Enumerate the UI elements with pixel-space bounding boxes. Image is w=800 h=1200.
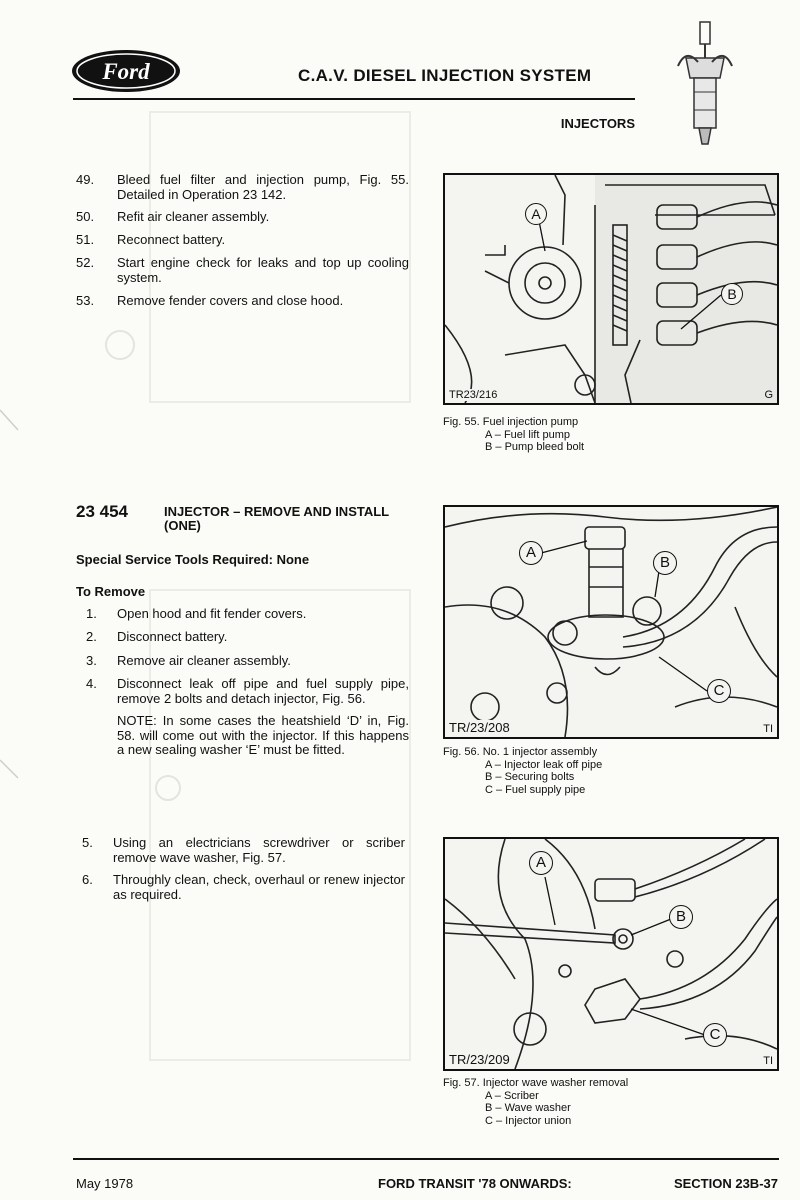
caption-item: C – Injector union <box>485 1114 572 1127</box>
note-text: NOTE: In some cases the heatshield ‘D’ in, Fig. 58. will come out with the injector. If this happens a new sealing washer ‘E’ must be fitted. <box>117 713 409 757</box>
injector-icon <box>672 18 738 150</box>
step-text: Throughly clean, check, overhaul or renew injector as required. <box>113 872 405 902</box>
figure-55-illustration <box>443 173 779 405</box>
figure-code: TR/23/208 <box>449 720 510 735</box>
figure-code: TR/23/209 <box>449 1052 510 1067</box>
step-number: 4. <box>86 676 97 691</box>
figure-mark: TI <box>763 723 773 735</box>
caption-item: C – Fuel supply pipe <box>485 783 586 796</box>
step-number: 1. <box>86 606 97 621</box>
step-number: 3. <box>86 653 97 668</box>
step-text: Using an electricians screwdriver or scriber remove wave washer, Fig. 57. <box>113 835 405 865</box>
footer-section: SECTION 23B-37 <box>673 1176 778 1191</box>
step-number: 49. <box>76 172 95 187</box>
step-text: Remove fender covers and close hood. <box>117 293 344 308</box>
callout-a: A <box>519 541 543 565</box>
special-tools-heading: Special Service Tools Required: None <box>76 552 310 567</box>
figure-mark: TI <box>763 1055 773 1067</box>
section-number: 23 454 <box>76 502 128 521</box>
section-subtitle: INJECTORS <box>560 116 635 131</box>
caption-item: B – Securing bolts <box>485 771 575 783</box>
caption-item: A – Fuel lift pump <box>485 428 570 441</box>
callout-a: A <box>529 851 553 875</box>
caption-title: Fig. 56. No. 1 injector assembly <box>443 746 598 758</box>
step-number: 6. <box>82 872 93 887</box>
callout-b: B <box>669 905 693 929</box>
page-title: C.A.V. DIESEL INJECTION SYSTEM <box>298 66 592 85</box>
to-remove-heading: To Remove <box>76 584 146 599</box>
caption-item: A – Injector leak off pipe <box>485 758 603 771</box>
header-rule <box>73 98 635 100</box>
step-number: 52. <box>76 255 95 270</box>
figure-mark: G <box>764 389 773 401</box>
step-text: Disconnect battery. <box>117 629 228 644</box>
footer-model: FORD TRANSIT '78 ONWARDS: <box>378 1176 572 1191</box>
caption-item: B – Pump bleed bolt <box>485 441 585 453</box>
callout-c: C <box>707 679 731 703</box>
footer-date: May 1978 <box>76 1176 134 1191</box>
step-number: 2. <box>86 629 97 644</box>
step-text: Reconnect battery. <box>117 232 226 247</box>
svg-text:Ford: Ford <box>102 59 150 84</box>
callout-b: B <box>721 283 743 305</box>
step-text: Open hood and fit fender covers. <box>117 606 307 621</box>
step-number: 50. <box>76 209 95 224</box>
caption-item: A – Scriber <box>485 1089 539 1102</box>
step-number: 51. <box>76 232 95 247</box>
footer-rule <box>73 1158 779 1160</box>
figure-57-caption <box>443 1077 628 1127</box>
step-text: Remove air cleaner assembly. <box>117 653 291 668</box>
figure-56-caption <box>443 746 602 796</box>
callout-a: A <box>525 203 547 225</box>
step-text: Bleed fuel filter and injection pump, Fig. 55. Detailed in Operation 23 142. <box>117 172 409 202</box>
step-number: 53. <box>76 293 95 308</box>
caption-title: Fig. 57. Injector wave washer removal <box>443 1077 629 1089</box>
callout-b: B <box>653 551 677 575</box>
caption-item: B – Wave washer <box>485 1102 571 1114</box>
step-text: Start engine check for leaks and top up cooling system. <box>117 255 409 285</box>
callout-c: C <box>703 1023 727 1047</box>
step-number: 5. <box>82 835 93 850</box>
figure-code: TR23/216 <box>449 389 498 401</box>
ford-logo <box>70 48 182 94</box>
figure-55-caption <box>443 416 584 454</box>
figure-57-illustration <box>443 837 779 1071</box>
figure-56-illustration <box>443 505 779 739</box>
caption-title: Fig. 55. Fuel injection pump <box>443 416 579 428</box>
section-title: INJECTOR – REMOVE AND INSTALL (ONE) <box>164 504 389 533</box>
step-text: Disconnect leak off pipe and fuel supply pipe, remove 2 bolts and detach injector, Fig. 56. <box>117 676 409 706</box>
step-text: Refit air cleaner assembly. <box>117 209 270 224</box>
